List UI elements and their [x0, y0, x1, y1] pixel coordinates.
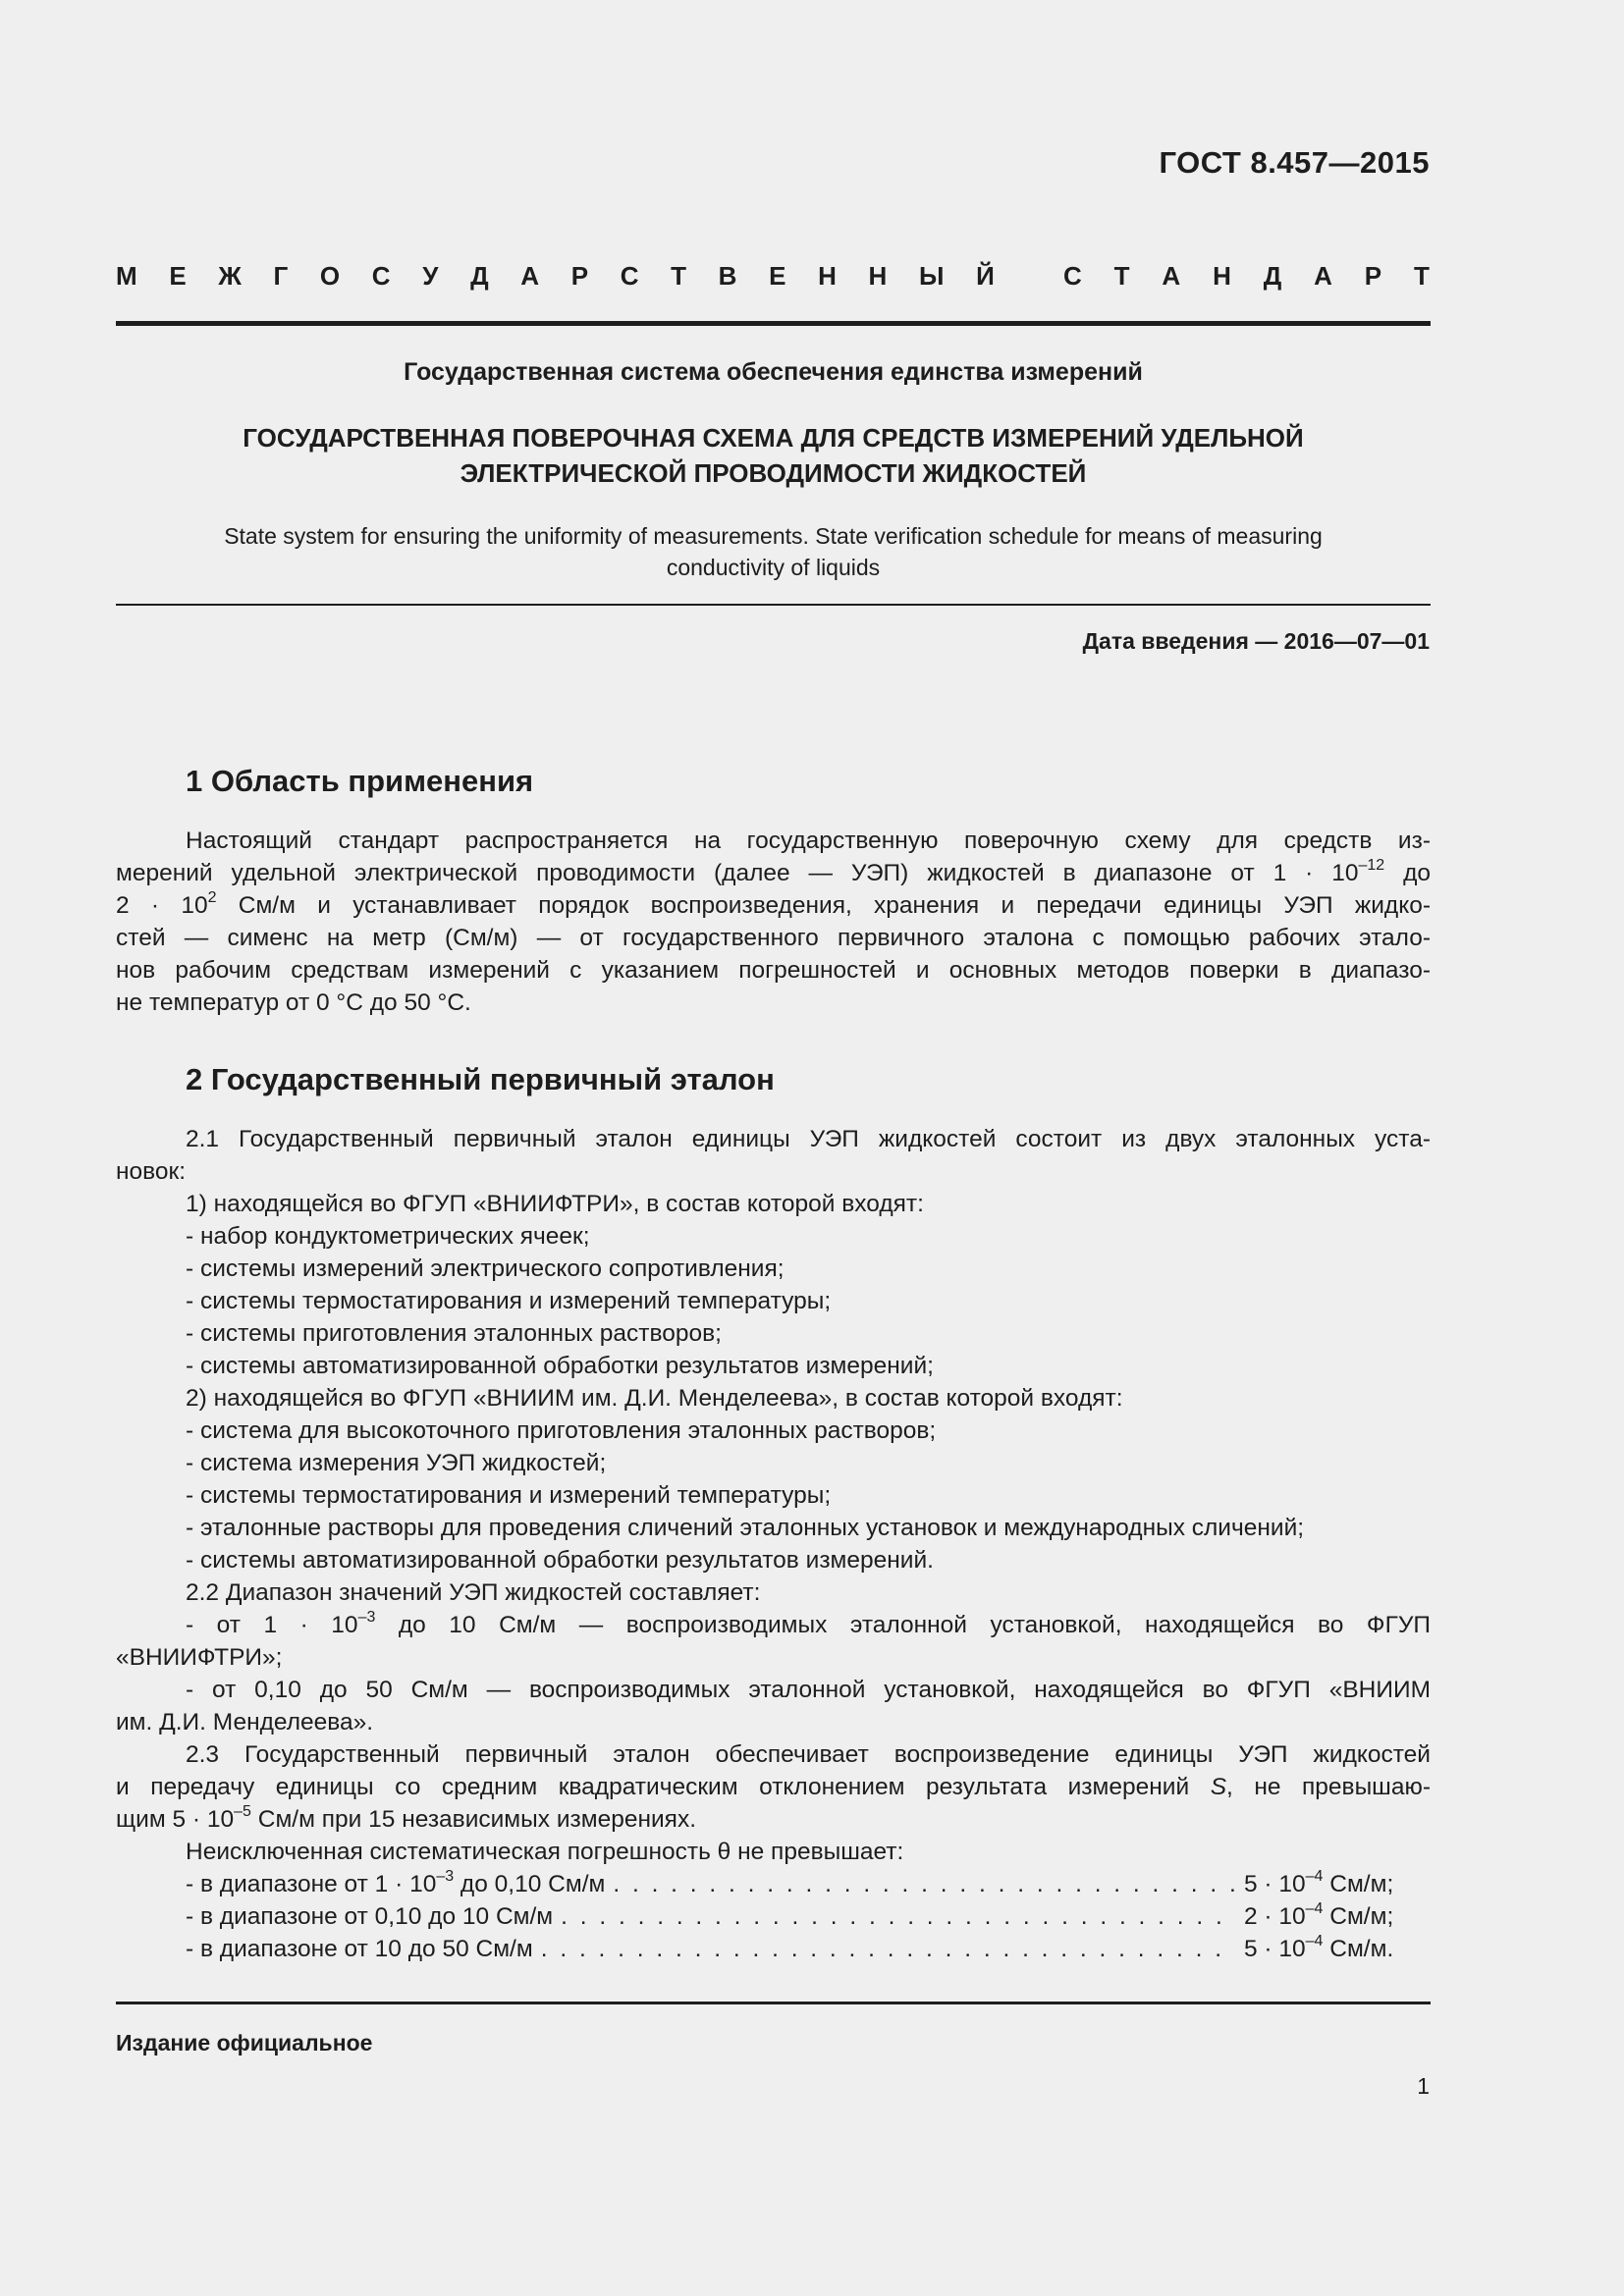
list-item: - система измерения УЭП жидкостей; [186, 1450, 607, 1476]
list-item: 2) находящейся во ФГУП «ВНИИМ им. Д.И. Менделеева», в состав которой входят: [186, 1385, 1123, 1412]
footer-rule [116, 2002, 1431, 2004]
section-1-heading: 1 Область применения [186, 764, 534, 798]
banner-letter: С [1063, 261, 1082, 291]
clause-2-2-heading: 2.2 Диапазон значений УЭП жидкостей составляет: [186, 1579, 761, 1606]
standard-word [1063, 261, 1430, 292]
banner-letter: О [319, 261, 341, 291]
text-line: 2.3 Государственный первичный эталон обеспечивает воспроизведение единицы УЭП жидкостей [186, 1741, 1431, 1768]
bias-range: - в диапазоне от $1 \cdot 10^{-3}$ до 0,10 См/м [186, 1867, 606, 1897]
banner-letter: Т [1113, 261, 1130, 291]
list-item: - системы термостатирования и измерений температуры; [186, 1482, 832, 1509]
list-item: - системы приготовления эталонных растворов; [186, 1320, 722, 1347]
banner-letter: С [371, 261, 391, 291]
gost-number: ГОСТ 8.457—2015 [1159, 145, 1430, 180]
series-title: Государственная система обеспечения единства измерений [404, 358, 1143, 386]
banner-letter: Г [273, 261, 289, 291]
introduction-date: Дата введения — 2016—07—01 [1082, 628, 1430, 654]
dot-leader [561, 1900, 1236, 1933]
banner-letter: Е [169, 261, 187, 291]
bias-value: $5 \cdot 10^{-4}$ См/м; [1244, 1867, 1394, 1897]
list-item: 1) находящейся во ФГУП «ВНИИФТРИ», в состав которой входят: [186, 1191, 924, 1217]
banner-letter: Й [976, 261, 995, 291]
dot-leader [613, 1868, 1236, 1900]
text-line: щим $5 \cdot 10^{-5}$ См/м при 15 независимых измерениях. [116, 1802, 696, 1833]
list-item: - системы термостатирования и измерений температуры; [186, 1288, 832, 1314]
text-line: нов рабочим средствам измерений с указанием погрешностей и основных методов поверки в диапазо- [116, 957, 1431, 984]
text-line: стей — сименс на метр (См/м) — от государственного первичного эталона с помощью рабочих этало- [116, 925, 1431, 951]
banner-letter: А [520, 261, 540, 291]
page-number: 1 [1417, 2073, 1430, 2099]
banner-letter: У [422, 261, 439, 291]
banner-letter: Н [818, 261, 837, 291]
list-item: - набор кондуктометрических ячеек; [186, 1223, 590, 1250]
banner-letter: М [116, 261, 137, 291]
banner-letter: А [1314, 261, 1332, 291]
interstate-standard-banner [116, 261, 1430, 292]
text-line: и передачу единицы со средним квадратическим отклонением результата измерений S, не превышаю- [116, 1774, 1431, 1800]
bias-value: $5 \cdot 10^{-4}$ См/м. [1244, 1932, 1394, 1962]
english-title [116, 520, 1431, 583]
clause-2-2-range-a [116, 1609, 1431, 1674]
bias-row [116, 1933, 1419, 1965]
bias-heading: Неисключенная систематическая погрешность θ не превышает: [186, 1839, 904, 1865]
text-line: новок: [116, 1158, 187, 1185]
banner-letter: Т [671, 261, 687, 291]
banner-letter: Н [868, 261, 888, 291]
list-item: - системы автоматизированной обработки результатов измерений; [186, 1353, 934, 1379]
text-line: Настоящий стандарт распространяется на государственную поверочную схему для средств из- [186, 828, 1431, 854]
clause-2-2-range-b [116, 1674, 1431, 1738]
banner-letter: В [718, 261, 737, 291]
list-item: - системы автоматизированной обработки результатов измерений. [186, 1547, 934, 1574]
interstate-word [116, 261, 995, 292]
text-line: «ВНИИФТРИ»; [116, 1644, 283, 1671]
document-title [116, 420, 1431, 491]
banner-letter: Д [470, 261, 489, 291]
title-line: ЭЛЕКТРИЧЕСКОЙ ПРОВОДИМОСТИ ЖИДКОСТЕЙ [460, 458, 1087, 488]
banner-letter: А [1162, 261, 1181, 291]
section-2-heading: 2 Государственный первичный эталон [186, 1062, 775, 1096]
banner-letter: Н [1213, 261, 1231, 291]
list-item: - эталонные растворы для проведения сличений эталонных установок и международных сличений; [186, 1515, 1305, 1541]
section-1-paragraph [116, 825, 1431, 1019]
text-line: - от $1 \cdot 10^{-3}$ до 10 См/м — воспроизводимых эталонной установкой, находящейся во ФГУП [186, 1608, 1432, 1638]
bias-range: - в диапазоне от 10 до 50 См/м [186, 1936, 533, 1962]
clause-2-1 [116, 1123, 1431, 1188]
header-rule-thin [116, 604, 1431, 606]
banner-letter: Ы [918, 261, 945, 291]
bias-list [116, 1836, 1431, 1965]
banner-letter: Р [570, 261, 589, 291]
banner-letter: Р [1364, 261, 1382, 291]
text-line: мерений удельной электрической проводимости (далее — УЭП) жидкостей в диапазоне от $1 \cdot 10^{-12}$ до [116, 856, 1431, 886]
list-item: - система для высокоточного приготовления эталонных растворов; [186, 1417, 937, 1444]
text-line: не температур от 0 °С до 50 °С. [116, 989, 471, 1016]
list-item: - системы измерений электрического сопротивления; [186, 1255, 785, 1282]
banner-letter: Ж [218, 261, 242, 291]
title-line: ГОСУДАРСТВЕННАЯ ПОВЕРОЧНАЯ СХЕМА ДЛЯ СРЕДСТВ ИЗМЕРЕНИЙ УДЕЛЬНОЙ [243, 423, 1304, 453]
text-line: им. Д.И. Менделеева». [116, 1709, 374, 1735]
bias-value: $2 \cdot 10^{-4}$ См/м; [1244, 1899, 1394, 1930]
text-line: $2 \cdot 10^2$ См/м и устанавливает порядок воспроизведения, хранения и передачи единицы УЭП жидко- [116, 888, 1431, 919]
english-title-line: conductivity of liquids [666, 555, 881, 580]
official-edition-label: Издание официальное [116, 2030, 373, 2056]
banner-letter: Д [1263, 261, 1282, 291]
dot-leader [541, 1933, 1236, 1965]
banner-letter: Е [769, 261, 786, 291]
text-line: - от 0,10 до 50 См/м — воспроизводимых эталонной установкой, находящейся во ФГУП «ВНИИМ [186, 1677, 1431, 1703]
bias-row [116, 1868, 1419, 1900]
standard-components-list [116, 1188, 1431, 1609]
bias-range: - в диапазоне от 0,10 до 10 См/м [186, 1903, 554, 1930]
bias-row [116, 1900, 1419, 1933]
english-title-line: State system for ensuring the uniformity of measurements. State verification schedule for means of measuring [224, 523, 1323, 549]
banner-letter: С [620, 261, 639, 291]
header-rule-thick [116, 321, 1431, 326]
text-line: 2.1 Государственный первичный эталон единицы УЭП жидкостей состоит из двух эталонных уста- [186, 1126, 1431, 1152]
banner-letter: Т [1414, 261, 1430, 291]
clause-2-3 [116, 1738, 1431, 1836]
